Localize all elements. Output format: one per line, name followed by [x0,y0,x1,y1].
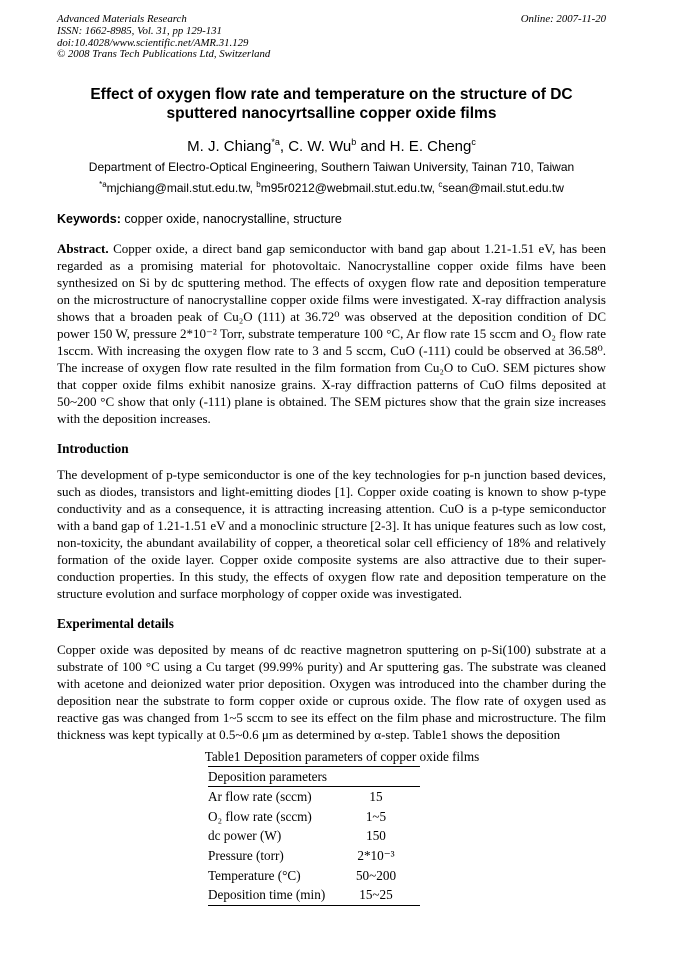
keywords-line [57,212,606,226]
row-label-ar-flow-rate: Ar flow rate (sccm) [208,789,312,805]
table-header: Deposition parameters [208,767,420,787]
emails-line [57,180,606,195]
row-label-o2-flow-rate: O₂ flow rate (sccm) [208,808,312,824]
row-value-o2-flow-rate: 1~5 [365,808,387,824]
online-date: Online: 2007-11-20 [520,13,606,25]
paper-title: Effect of oxygen flow rate and temperature on the structure of DC sputtered nanocyrtsalline copper oxide films [90,86,573,123]
author-separator-2: and [356,138,390,156]
author-2: C. W. Wu [288,138,352,156]
section-heading-introduction: Introduction [57,441,129,457]
authors-line [57,137,606,155]
author-3-affiliation-mark: c [471,137,476,148]
email-2-mark: b [256,180,261,190]
row-label-temperature: Temperature (°C) [208,867,301,883]
table-row [208,807,420,827]
journal-info [57,14,270,61]
author-1: M. J. Chiang [187,138,272,156]
email-1-mark: *a [99,180,107,190]
email-separator-2: , [431,181,439,196]
introduction-paragraph: The development of p-type semiconductor is one of the key technologies for p-n junction based devices, such as diodes, transistors and light-emitting diodes [1]. Copper oxide coating is known to show p-type conductivity and as a consequence, it is attracting increasing attention. CuO is a p-type semiconductor with a band gap of 1.21-1.51 eV and a monoclinic structure [2-3]. It has unique features such as low cost, non-toxicity, the abundant availability of copper, a theoretical solar cell efficiency of 18% and relatively formation of the oxide layer. Copper oxide composite systems are also attractive due to their super-conduction properties. In this study, the effects of oxygen flow rate and deposition temperature on the structure evolution and surface morphology of copper oxide was investigated. [57,467,606,602]
email-2: m95r0212@webmail.stut.edu.tw [260,181,432,196]
doi-line: doi:10.4028/www.scientific.net/AMR.31.129 [57,36,249,49]
row-value-temperature: 50~200 [355,867,397,883]
row-label-pressure: Pressure (torr) [208,847,284,863]
table-caption: Table1 Deposition parameters of copper oxide films [204,749,480,765]
table-row [208,826,420,846]
deposition-parameters-table [208,766,420,906]
author-1-affiliation-mark: *a [271,137,280,148]
row-value-ar-flow-rate: 15 [369,789,383,805]
row-value-deposition-time: 15~25 [359,887,393,903]
author-2-affiliation-mark: b [351,137,357,148]
journal-header [57,14,606,61]
author-separator-1: , [279,138,289,156]
keywords-label: Keywords: [57,212,121,227]
row-label-deposition-time: Deposition time (min) [208,887,326,903]
table-row [208,846,420,866]
journal-title: Advanced Materials Research [57,13,187,25]
row-label-dc-power: dc power (W) [208,828,282,844]
row-value-pressure: 2*10⁻³ [357,847,395,863]
section-heading-experimental-details: Experimental details [57,616,174,632]
abstract-label: Abstract. [57,241,109,257]
email-separator-1: , [249,181,257,196]
email-3-mark: c [438,180,443,190]
copyright-line: © 2008 Trans Tech Publications Ltd, Switzerland [57,48,271,61]
deposition-table-block [198,748,486,906]
table-row [208,885,420,905]
experimental-details-paragraph: Copper oxide was deposited by means of dc reactive magnetron sputtering on p-Si(100) substrate at a substrate of 100 °C using a Cu target (99.99% purity) and Ar sputtering gas. The substrate was cleaned with acetone and deionized water prior deposition. Oxygen was introduced into the chamber during the deposition near the substrate to form copper oxide or cuprous oxide. The flow rate of oxygen used as reactive gas was changed from 1~5 sccm to see its effect on the film phase and microstructure. The film thickness was kept typically at 0.5~0.6 μm as determined by α-step. Table1 shows the deposition [57,642,606,743]
row-value-dc-power: 150 [366,828,386,844]
author-3: H. E. Cheng [389,138,472,156]
affiliation: Department of Electro-Optical Engineering, Southern Taiwan University, Tainan 710, Taiwan [88,160,575,175]
abstract-text: Copper oxide, a direct band gap semiconductor with band gap about 1.21-1.51 eV, has been regarded as a promising material for photovoltaic. Nanocrystalline copper oxide films have been synthesized on Si by dc sputtering method. The effects of oxygen flow rate and deposition temperature on the microstructure of nanocrystalline copper oxide films were investigated. X-ray diffraction analysis shows that a broaden peak of Cu₂O (111) at 36.72⁰ was observed at the deposition condition of DC power 150 W, pressure 2*10⁻² Torr, substrate temperature 100 °C, Ar flow rate 15 sccm and O₂ flow rate 1sccm. With increasing the oxygen flow rate to 3 and 5 sccm, CuO (-111) could be observed at 36.58⁰. The increase of oxygen flow rate resulted in the film formation from Cu₂O to CuO. SEM pictures show that copper oxide films exhibit nanosize grains. X-ray diffraction patterns of CuO films deposited at 50~200 °C show that only (-111) plane is obtained. The SEM pictures show that the grain size increases with the deposition increases. [57,241,606,427]
email-3: sean@mail.stut.edu.tw [442,181,564,196]
table-row [208,866,420,886]
issn-volume-line: ISSN: 1662-8985, Vol. 31, pp 129-131 [57,24,222,37]
abstract-paragraph [57,240,606,427]
keywords-text: copper oxide, nanocrystalline, structure [124,212,342,227]
email-1: mjchiang@mail.stut.edu.tw [106,181,250,196]
table-row [208,787,420,807]
